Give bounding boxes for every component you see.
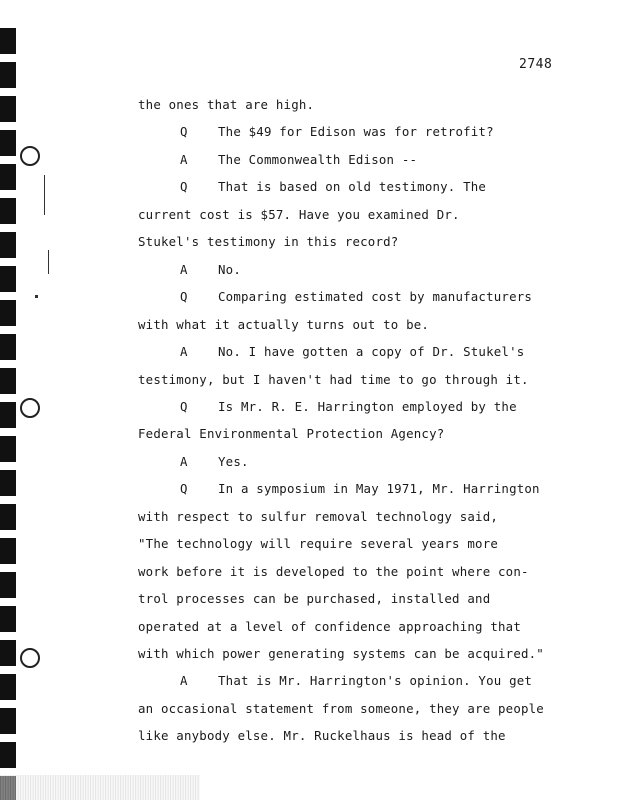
transcript-line: with which power generating systems can be acquired."	[138, 646, 544, 661]
transcript-line: "The technology will require several years more	[138, 536, 499, 552]
transcript-line: That is Mr. Harrington's opinion. You get	[218, 673, 533, 689]
question-marker: Q	[180, 398, 188, 414]
transcript-line: That is based on old testimony. The	[218, 179, 487, 195]
transcript-line: trol processes can be purchased, installed and	[138, 591, 491, 607]
answer-marker: A	[180, 261, 188, 277]
transcript-line: Comparing estimated cost by manufacturers	[218, 289, 533, 305]
question-marker: Q	[180, 124, 188, 140]
transcript-line: The Commonwealth Edison --	[218, 151, 418, 167]
transcript-line: current cost is $57. Have you examined Dr.	[138, 206, 460, 222]
transcript-line: Stukel's testimony in this record?	[138, 234, 399, 250]
transcript-line: work before it is developed to the point where con-	[138, 563, 529, 579]
answer-marker: A	[180, 344, 188, 360]
scan-noise	[0, 775, 200, 800]
transcript-line: Federal Environmental Protection Agency?	[138, 426, 445, 442]
transcript-line: testimony, but I haven't had time to go through it.	[138, 371, 529, 387]
punch-hole-top	[20, 146, 40, 166]
scan-mark	[35, 295, 38, 298]
binding-margin	[0, 28, 16, 800]
answer-marker: A	[180, 151, 188, 167]
transcript-line: like anybody else. Mr. Ruckelhaus is head of the	[138, 728, 506, 744]
transcript-line: operated at a level of confidence approaching that	[138, 618, 521, 634]
question-marker: Q	[180, 289, 188, 305]
transcript-line: The $49 for Edison was for retrofit?	[218, 124, 494, 140]
transcript-line: Is Mr. R. E. Harrington employed by the	[218, 398, 517, 414]
transcript-line: In a symposium in May 1971, Mr. Harrington	[218, 481, 540, 497]
scan-mark	[48, 250, 49, 274]
transcript-line: Yes.	[218, 453, 249, 469]
answer-marker: A	[180, 453, 188, 469]
transcript-line: the ones that are high.	[138, 97, 315, 112]
page-number: 2748	[519, 57, 553, 72]
question-marker: Q	[180, 179, 188, 195]
question-marker: Q	[180, 481, 188, 497]
transcript-line: with respect to sulfur removal technology said,	[138, 508, 499, 524]
answer-marker: A	[180, 673, 188, 689]
scan-mark	[44, 175, 45, 215]
transcript-line: No.	[218, 261, 241, 277]
punch-hole-bottom	[20, 648, 40, 668]
transcript-line: with what it actually turns out to be.	[138, 316, 430, 332]
punch-hole-middle	[20, 398, 40, 418]
transcript-line: No. I have gotten a copy of Dr. Stukel's	[218, 344, 525, 360]
transcript-line: an occasional statement from someone, they are people	[138, 700, 544, 716]
